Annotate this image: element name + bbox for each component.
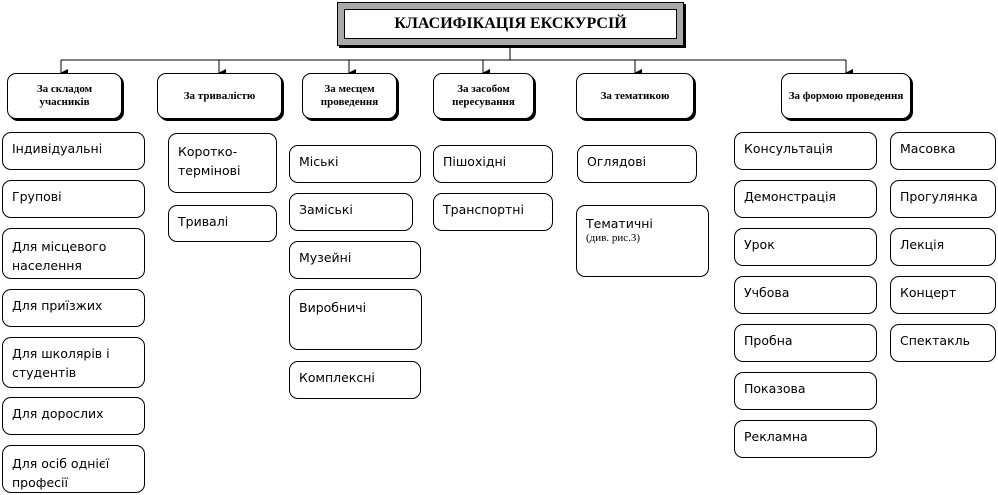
item-visitors: Для приїзжих [2, 289, 145, 327]
item-transport: Транспортні [433, 193, 553, 231]
item-suburban: Заміські [289, 193, 413, 231]
item-thematic-note: (див. рис.3) [586, 232, 641, 244]
category-by-participants: За складом учасників [7, 73, 122, 119]
item-short-term: Коротко-термінові [168, 133, 277, 193]
category-by-theme: За тематикою [576, 73, 694, 119]
item-thematic-label: Тематичні [586, 216, 653, 231]
category-by-form: За формою проведення [781, 73, 911, 119]
item-individual: Індивідуальні [2, 132, 145, 170]
item-advertising: Рекламна [734, 420, 877, 458]
item-educational: Учбова [734, 276, 877, 314]
item-trial: Пробна [734, 324, 877, 362]
item-complex: Комплексні [289, 361, 421, 399]
item-thematic [576, 205, 709, 277]
item-urban: Міські [289, 145, 421, 183]
item-lesson: Урок [734, 228, 877, 266]
category-by-location: За месцем проведення [302, 73, 397, 119]
item-pupils-students: Для школярів і студентів [2, 337, 145, 388]
item-walking: Пішохідні [433, 145, 553, 183]
item-concert: Концерт [890, 276, 996, 314]
item-consultation: Консультація [734, 132, 877, 170]
item-adults: Для дорослих [2, 397, 145, 435]
item-industrial: Виробничі [289, 289, 422, 350]
item-sightseeing: Оглядові [577, 145, 697, 183]
item-long-term: Тривалі [168, 205, 277, 242]
item-lecture: Лекція [890, 228, 996, 266]
category-by-transport: За засобом пересування [433, 73, 534, 119]
item-museum: Музейні [289, 241, 421, 279]
item-mass-event: Масовка [890, 132, 996, 170]
category-by-duration: За тривалістю [157, 73, 282, 119]
item-local-population: Для місцевого населення [2, 228, 145, 279]
diagram-title: КЛАСИФІКАЦІЯ ЕКСКУРСІЙ [344, 9, 677, 39]
item-demonstration: Демонстрація [734, 180, 877, 218]
item-walk: Прогулянка [890, 180, 996, 218]
item-performance: Спектакль [890, 324, 996, 362]
item-group: Групові [2, 180, 145, 218]
diagram-title-box [337, 2, 684, 46]
item-same-profession: Для осіб однієї професії [2, 445, 145, 493]
item-showcase: Показова [734, 372, 877, 410]
